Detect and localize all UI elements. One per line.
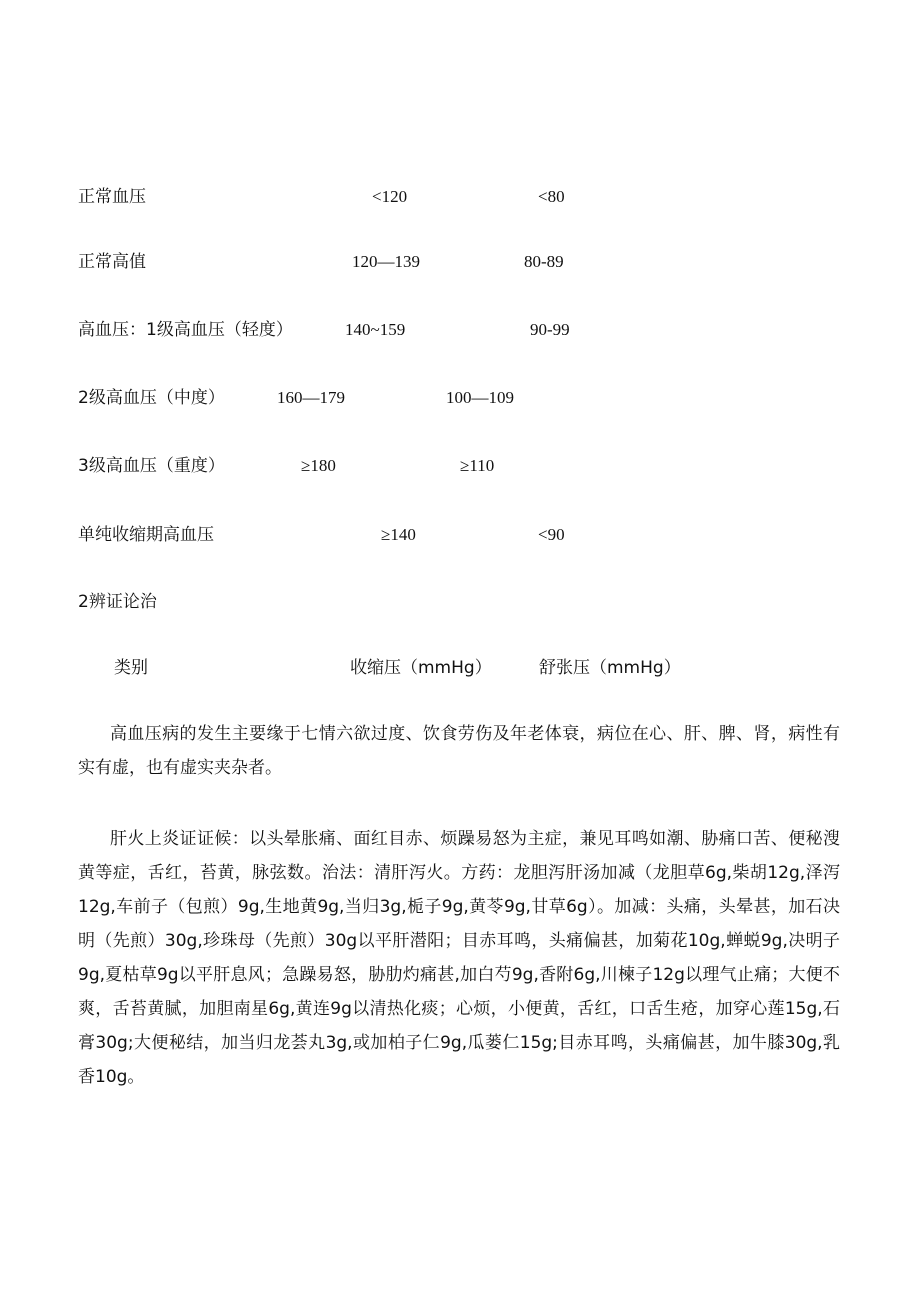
bp-systolic: 160—179 [277,388,345,407]
bp-category: 正常高值 [78,252,146,272]
bp-category: 3级高血压（重度） [78,456,225,476]
bp-systolic: 120—139 [352,252,420,271]
bp-diastolic: 80-89 [524,252,564,271]
bp-category: 正常血压 [78,187,146,207]
bp-diastolic: 100—109 [446,388,514,407]
bp-row-isolated-systolic [0,521,920,549]
bp-category: 单纯收缩期高血压 [78,525,214,545]
bp-systolic: ≥180 [301,456,336,475]
bp-row-grade1 [0,316,920,344]
header-systolic: 收缩压（mmHg） [350,658,492,678]
bp-systolic: <120 [372,187,408,206]
bp-diastolic: 90-99 [530,320,570,339]
header-category: 类别 [114,658,148,678]
bp-row-grade3 [0,452,920,480]
header-diastolic: 舒张压（mmHg） [539,658,681,678]
bp-category: 高血压：1级高血压（轻度） [78,320,293,340]
bp-category: 2级高血压（中度） [78,388,225,408]
bp-row-high-normal [0,248,920,276]
paragraph-liver-fire: 肝火上炎证证候：以头晕胀痛、面红目赤、烦躁易怒为主症，兼见耳鸣如潮、胁痛口苦、便秘溲黄等症，舌红，苔黄，脉弦数。治法：清肝泻火。方药：龙胆泻肝汤加减（龙胆草6g,柴胡12g,泽泻12g,车前子（包煎）9g,生地黄9g,当归3g,栀子9g,黄苓9g,甘草6g）。加减：头痛，头晕甚，加石决明（先煎）30g,珍珠母（先煎）30g以平肝潜阳；目赤耳鸣，头痛偏甚，加菊花10g,蝉蜕9g,决明子9g,夏枯草9g以平肝息风；急躁易怒，胁肋灼痛甚,加白芍9g,香附6g,川楝子12g以理气止痛；大便不爽，舌苔黄腻，加胆南星6g,黄连9g以清热化痰；心烦，小便黄，舌红，口舌生疮，加穿心莲15g,石膏30g;大便秘结，加当归龙荟丸3g,或加柏子仁9g,瓜蒌仁15g;目赤耳鸣，头痛偏甚，加牛膝30g,乳香10g。 [78,829,840,1087]
bp-diastolic: ≥110 [460,456,495,475]
bp-row-normal [0,183,920,211]
bp-systolic: ≥140 [381,525,416,544]
bp-diastolic: <80 [538,187,565,206]
section-title-text: 2辨证论治 [78,592,157,612]
table-header [0,654,920,682]
bp-diastolic: <90 [538,525,565,544]
paragraph-etiology: 高血压病的发生主要缘于七情六欲过度、饮食劳伤及年老体衰，病位在心、肝、脾、肾，病性有实有虚，也有虚实夹杂者。 [78,724,840,778]
section-title [0,588,920,616]
bp-systolic: 140~159 [345,320,406,339]
bp-row-grade2 [0,384,920,412]
